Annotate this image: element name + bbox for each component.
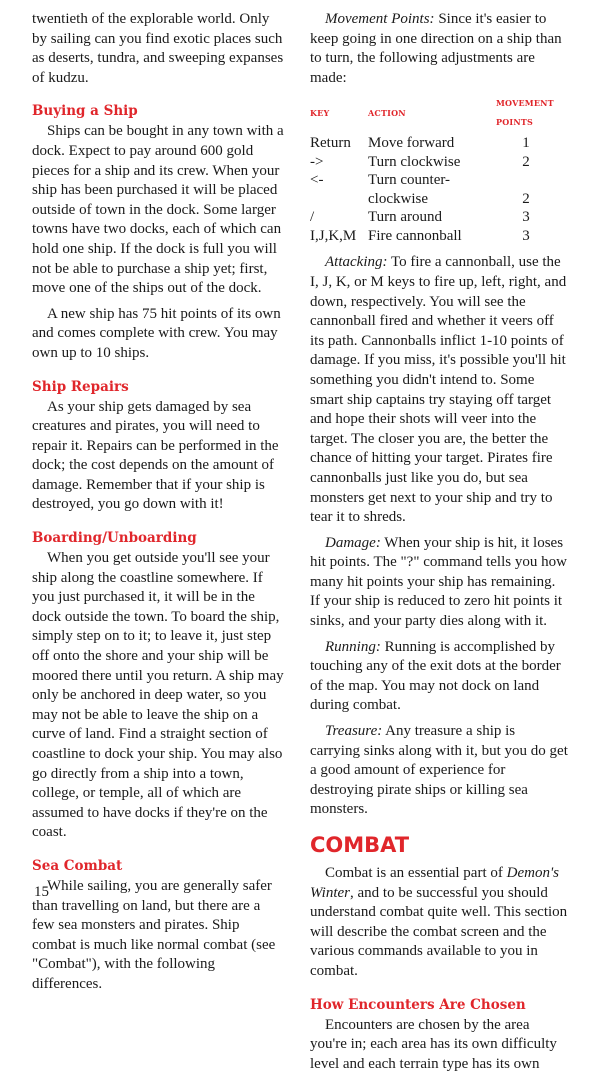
row-key [310, 190, 368, 209]
movement-points-text: Since it's easier to keep going in one direction on a ship than to turn, the following adjustments are made: [310, 11, 562, 86]
table-row [310, 134, 566, 153]
sea-combat-paragraph: While sailing, you are generally safer than travelling on land, but there are a few sea monsters and pirates. Ship combat is much like normal combat (see "Combat"), with the following differences. [32, 877, 276, 992]
attacking-label: Attacking: [325, 254, 388, 271]
ship-repairs-paragraph: As your ship gets damaged by sea creatures and pirates, you will need to repair it. Repairs can be performed in the dock; the cost depends on the amount of damage. Remember that if your ship is destroyed, you go down with it! [32, 398, 279, 513]
treasure-text: Any treasure a ship is carrying sinks along with it, but you do get a good amount of experience for destroying pirate ships or killing sea monsters. [310, 723, 568, 818]
buying-ship-paragraph-2: A new ship has 75 hit points of its own and comes complete with crew. You may own up to 10 ships. [32, 305, 281, 361]
page-number: 15 [34, 884, 49, 900]
row-action: Fire cannonball [368, 227, 462, 244]
ship-repairs-heading: Ship Repairs [32, 378, 129, 395]
combat-text-b: , and to be successful you should understand combat quite well. This section will describe the combat screen and the various commands available to you in combat. [310, 884, 568, 979]
treasure-label: Treasure: [325, 723, 383, 740]
row-points: 1 [522, 135, 530, 152]
row-points: 3 [522, 227, 530, 244]
movement-table [310, 94, 566, 245]
table-row [310, 190, 566, 209]
row-action: clockwise [368, 190, 428, 207]
game-title: Demon's Winter [310, 865, 560, 901]
encounters-heading: How Encounters Are Chosen [310, 996, 526, 1013]
movement-table-header [310, 94, 566, 134]
table-row [310, 171, 566, 190]
row-key: -> [310, 153, 324, 170]
damage-paragraph [310, 534, 568, 632]
running-text: Running is accomplished by touching any of the exit dots at the border of the map. You may not dock on land during combat. [310, 638, 561, 714]
movement-points-paragraph [310, 10, 568, 88]
sea-combat-heading: Sea Combat [32, 857, 123, 874]
buying-ship-paragraph-1: Ships can be bought in any town with a dock. Expect to pay around 600 gold pieces for a ship and its crew. When your ship has been purchased it will be placed outside of town in the dock. Some larger towns have two docks, each of which can hold one ship. If the dock is full you will not be able to purchase a ship yet; first, move one of the ships out of the dock. [32, 123, 284, 297]
running-label: Running: [325, 638, 381, 655]
row-key: <- [310, 172, 324, 189]
row-key: / [310, 209, 315, 226]
damage-label: Damage: [325, 534, 381, 551]
header-action: ACTION [368, 107, 406, 118]
boarding-heading: Boarding/Unboarding [32, 530, 197, 547]
right-column [310, 10, 568, 1080]
row-points: 3 [522, 209, 530, 226]
row-key: Return [310, 135, 351, 152]
table-row [310, 227, 566, 246]
encounters-paragraph: Encounters are chosen by the area you're in; each area has its own difficulty level and each terrain type has its own [310, 1016, 557, 1072]
row-points: 2 [522, 153, 530, 170]
table-row [310, 153, 566, 172]
header-key: KEY [310, 107, 330, 118]
row-action: Move forward [368, 135, 455, 152]
damage-text: When your ship is hit, it loses hit points. The "?" command tells you how many hit points your ship has remaining. If your ship is reduced to zero hit points it sinks, and your party dies along with it. [310, 534, 567, 630]
row-points [486, 171, 566, 190]
running-paragraph [310, 638, 568, 716]
intro-paragraph: twentieth of the explorable world. Only by sailing can you find exotic places such as deserts, tundra, and sweeping expanses of kudzu. [32, 11, 284, 86]
buying-ship-heading: Buying a Ship [32, 103, 138, 120]
combat-heading: COMBAT [310, 833, 410, 857]
row-action: Turn clockwise [368, 153, 461, 170]
row-action: Turn around [368, 209, 443, 226]
table-row [310, 208, 566, 227]
row-key: I,J,K,M [310, 227, 357, 244]
movement-points-label: Movement Points: [325, 11, 435, 27]
attacking-paragraph [310, 253, 568, 527]
treasure-paragraph [310, 722, 568, 820]
row-points: 2 [522, 190, 530, 207]
row-action: Turn counter- [368, 172, 451, 189]
combat-text-a: Combat is an essential part of [325, 865, 507, 881]
combat-paragraph [310, 864, 568, 982]
header-movement-points: MOVEMENT POINTS [496, 98, 554, 127]
boarding-paragraph: When you get outside you'll see your ship along the coastline somewhere. If you just purchased it, it will be in the dock outside the town. To board the ship, simply step on to it; to leave it, just step off onto the shore and your ship will be moored there until you return. A ship may only be anchored in deep water, so you may not be able to leave the ship on a curve of land. Find a straight section of coastline to dock your ship. You may also go directly from a ship into a town, college, or temple, all of which are assumed to have docks if they're on the coast. [32, 550, 284, 841]
attacking-text: To fire a cannonball, use the I, J, K, or M keys to fire up, left, right, and down, respectively. You will see the cannonball fired and whether it veers off its path. Cannonballs inflict 1-10 points of damage. If you miss, it's possible you'll hit something you didn't intend to. Some smart ship captains try staying off target and hope their shots will veer into the target. The closer you are, the better the chance of hitting your target. Pirates fire cannonballs just like you do, but sea monsters get next to your ship and try to tear it to shreds. [310, 254, 567, 526]
left-column [32, 10, 286, 1001]
